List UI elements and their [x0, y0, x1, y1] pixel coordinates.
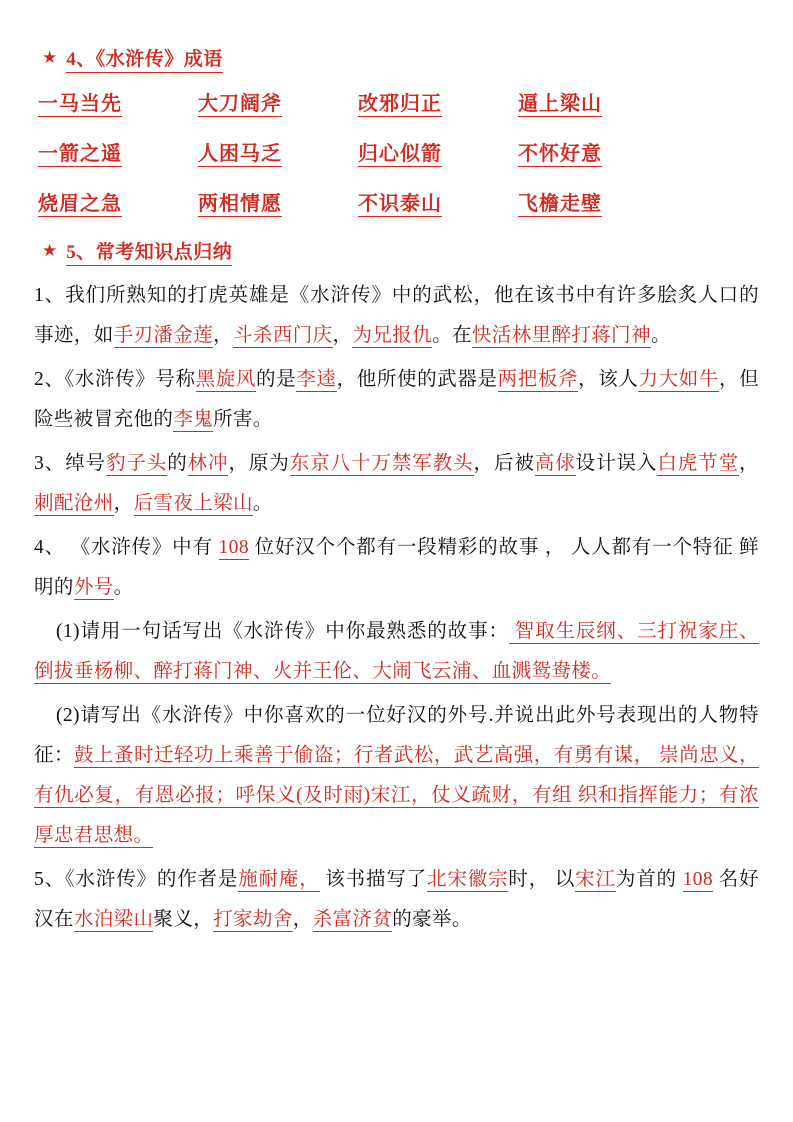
section-heading-knowledge — [42, 237, 759, 266]
question-item — [34, 276, 759, 356]
answer-text: 东京八十万禁军教头 — [289, 453, 474, 474]
question-text: ，该人 — [578, 369, 639, 390]
idiom-row — [38, 87, 678, 116]
answer-text: 手刃潘金莲 — [113, 325, 214, 346]
question-text: ， — [213, 325, 234, 346]
section-heading-idioms — [42, 44, 759, 73]
idiom-cell: 不识泰山 — [358, 193, 442, 215]
answer-text: 后雪夜上梁山 — [133, 493, 253, 514]
answer-text: 高俅 — [534, 453, 576, 474]
answer-text: 李鬼 — [173, 409, 214, 430]
question-text: 所害。 — [213, 409, 273, 430]
answer-text: 108 — [218, 537, 249, 558]
idiom-cell: 两相情愿 — [198, 193, 282, 215]
answer-text: 豹子头 — [105, 453, 168, 474]
answer-text: 黑旋风 — [195, 369, 257, 390]
question-item — [34, 360, 759, 440]
question-text: ， — [739, 453, 759, 474]
question-text: ， — [113, 493, 134, 514]
question-text: 。 — [650, 325, 671, 346]
idiom-cell: 归心似箭 — [358, 143, 442, 165]
star-icon: ★ — [42, 241, 58, 260]
question-item — [34, 528, 759, 608]
answer-text: 刺配沧州 — [34, 493, 114, 514]
question-text: ， — [332, 325, 353, 346]
idiom-cell: 一箭之遥 — [38, 143, 122, 165]
question-list — [34, 276, 759, 940]
question-text: 。 — [252, 493, 273, 514]
idiom-row — [38, 137, 678, 166]
idiom-cell: 人困马乏 — [198, 143, 282, 165]
answer-text: 水泊梁山 — [73, 909, 154, 930]
answer-text: 施耐庵， — [238, 869, 320, 890]
question-text: 的 — [167, 453, 188, 474]
question-text: 4、 《水浒传》中有 — [34, 537, 219, 558]
idiom-cell: 逼上梁山 — [518, 93, 602, 115]
section-heading-text: 4、《水浒传》成语 — [66, 44, 223, 73]
question-text: 5、《水浒传》的作者是 — [34, 869, 239, 890]
question-text: 的豪举。 — [392, 909, 472, 930]
answer-text: 斗杀西门庆 — [233, 325, 333, 346]
question-text: 聚义， — [153, 909, 214, 930]
answer-text: 外号 — [73, 577, 114, 598]
idiom-cell: 飞檐走壁 — [518, 193, 602, 215]
answer-text: 林冲 — [187, 453, 229, 474]
question-text: 名好汉在 — [34, 869, 760, 930]
idiom-grid — [38, 87, 678, 216]
answer-text: 力大如牛 — [638, 369, 719, 390]
idiom-row — [38, 187, 678, 216]
idiom-cell: 烧眉之急 — [38, 193, 122, 215]
idiom-cell: 一马当先 — [38, 93, 122, 115]
answer-text: 李逵 — [296, 369, 337, 390]
question-text: 1、我们所熟知的打虎英雄是《水浒传》中的武松，他在该书中有许多脍炙人口的事迹，如 — [34, 285, 759, 346]
answer-text: 快活林里醉打蒋门神 — [471, 325, 651, 346]
question-item — [34, 612, 759, 692]
question-text: ，后被 — [473, 453, 535, 474]
question-text: 设计误入 — [575, 453, 658, 474]
question-item — [34, 860, 759, 940]
answer-text: 白虎节堂 — [657, 453, 740, 474]
idiom-cell: 不怀好意 — [518, 143, 602, 165]
question-item — [34, 696, 759, 856]
answer-text: 两把板斧 — [497, 369, 579, 390]
question-text: (1)请用一句话写出《水浒传》中你最熟悉的故事： — [56, 621, 509, 642]
question-text: 2、《水浒传》号称 — [34, 369, 196, 390]
answer-text: 为兄报仇 — [352, 325, 433, 346]
question-text: ， — [292, 909, 313, 930]
question-text: 时， 以 — [508, 869, 576, 890]
answer-text: 108 — [682, 869, 714, 890]
star-icon: ★ — [42, 48, 58, 67]
question-text: 。 — [113, 577, 134, 598]
section-heading-text: 5、常考知识点归纳 — [66, 237, 232, 266]
answer-text: 杀富济贫 — [312, 909, 393, 930]
question-item — [34, 444, 759, 524]
question-text: ，原为 — [228, 453, 290, 474]
question-text: 为首的 — [615, 869, 683, 890]
answer-text: 北宋徽宗 — [427, 869, 509, 890]
question-text: 3、绰号 — [34, 453, 106, 474]
question-text: 位好汉个个都有一段精彩的故事 ， 人人都有一个特征 鲜明的 — [34, 537, 759, 598]
question-text: 该书描写了 — [319, 869, 428, 890]
question-text: 。在 — [432, 325, 472, 346]
question-text: ，他所使的武器是 — [336, 369, 498, 390]
idiom-cell: 大刀阔斧 — [198, 93, 282, 115]
answer-text: 鼓上蚤时迁轻功上乘善于偷盗；行者武松，武艺高强，有勇有谋， 崇尚忠义，有仇必复，有恩必报；呼保义(及时雨)宋江，仗义疏财，有组 织和指挥能力；有浓厚忠君思想。 — [34, 745, 759, 846]
answer-text: 打家劫舍 — [213, 909, 293, 930]
answer-text: 宋江 — [575, 869, 616, 890]
idiom-cell: 改邪归正 — [358, 93, 442, 115]
question-text: (2)请写出《水浒传》中你喜欢的一位好汉的外号.并说出此外号表现出的人物特征： — [34, 705, 759, 766]
question-text: 的是 — [256, 369, 297, 390]
question-text: ，但险些被冒充他的 — [34, 369, 760, 430]
answer-text: 智取生辰纲、三打祝家庄、倒拔垂杨柳、醉打蒋门神、火并王伦、大闹飞云浦、血溅鸳鸯楼。 — [34, 621, 759, 682]
